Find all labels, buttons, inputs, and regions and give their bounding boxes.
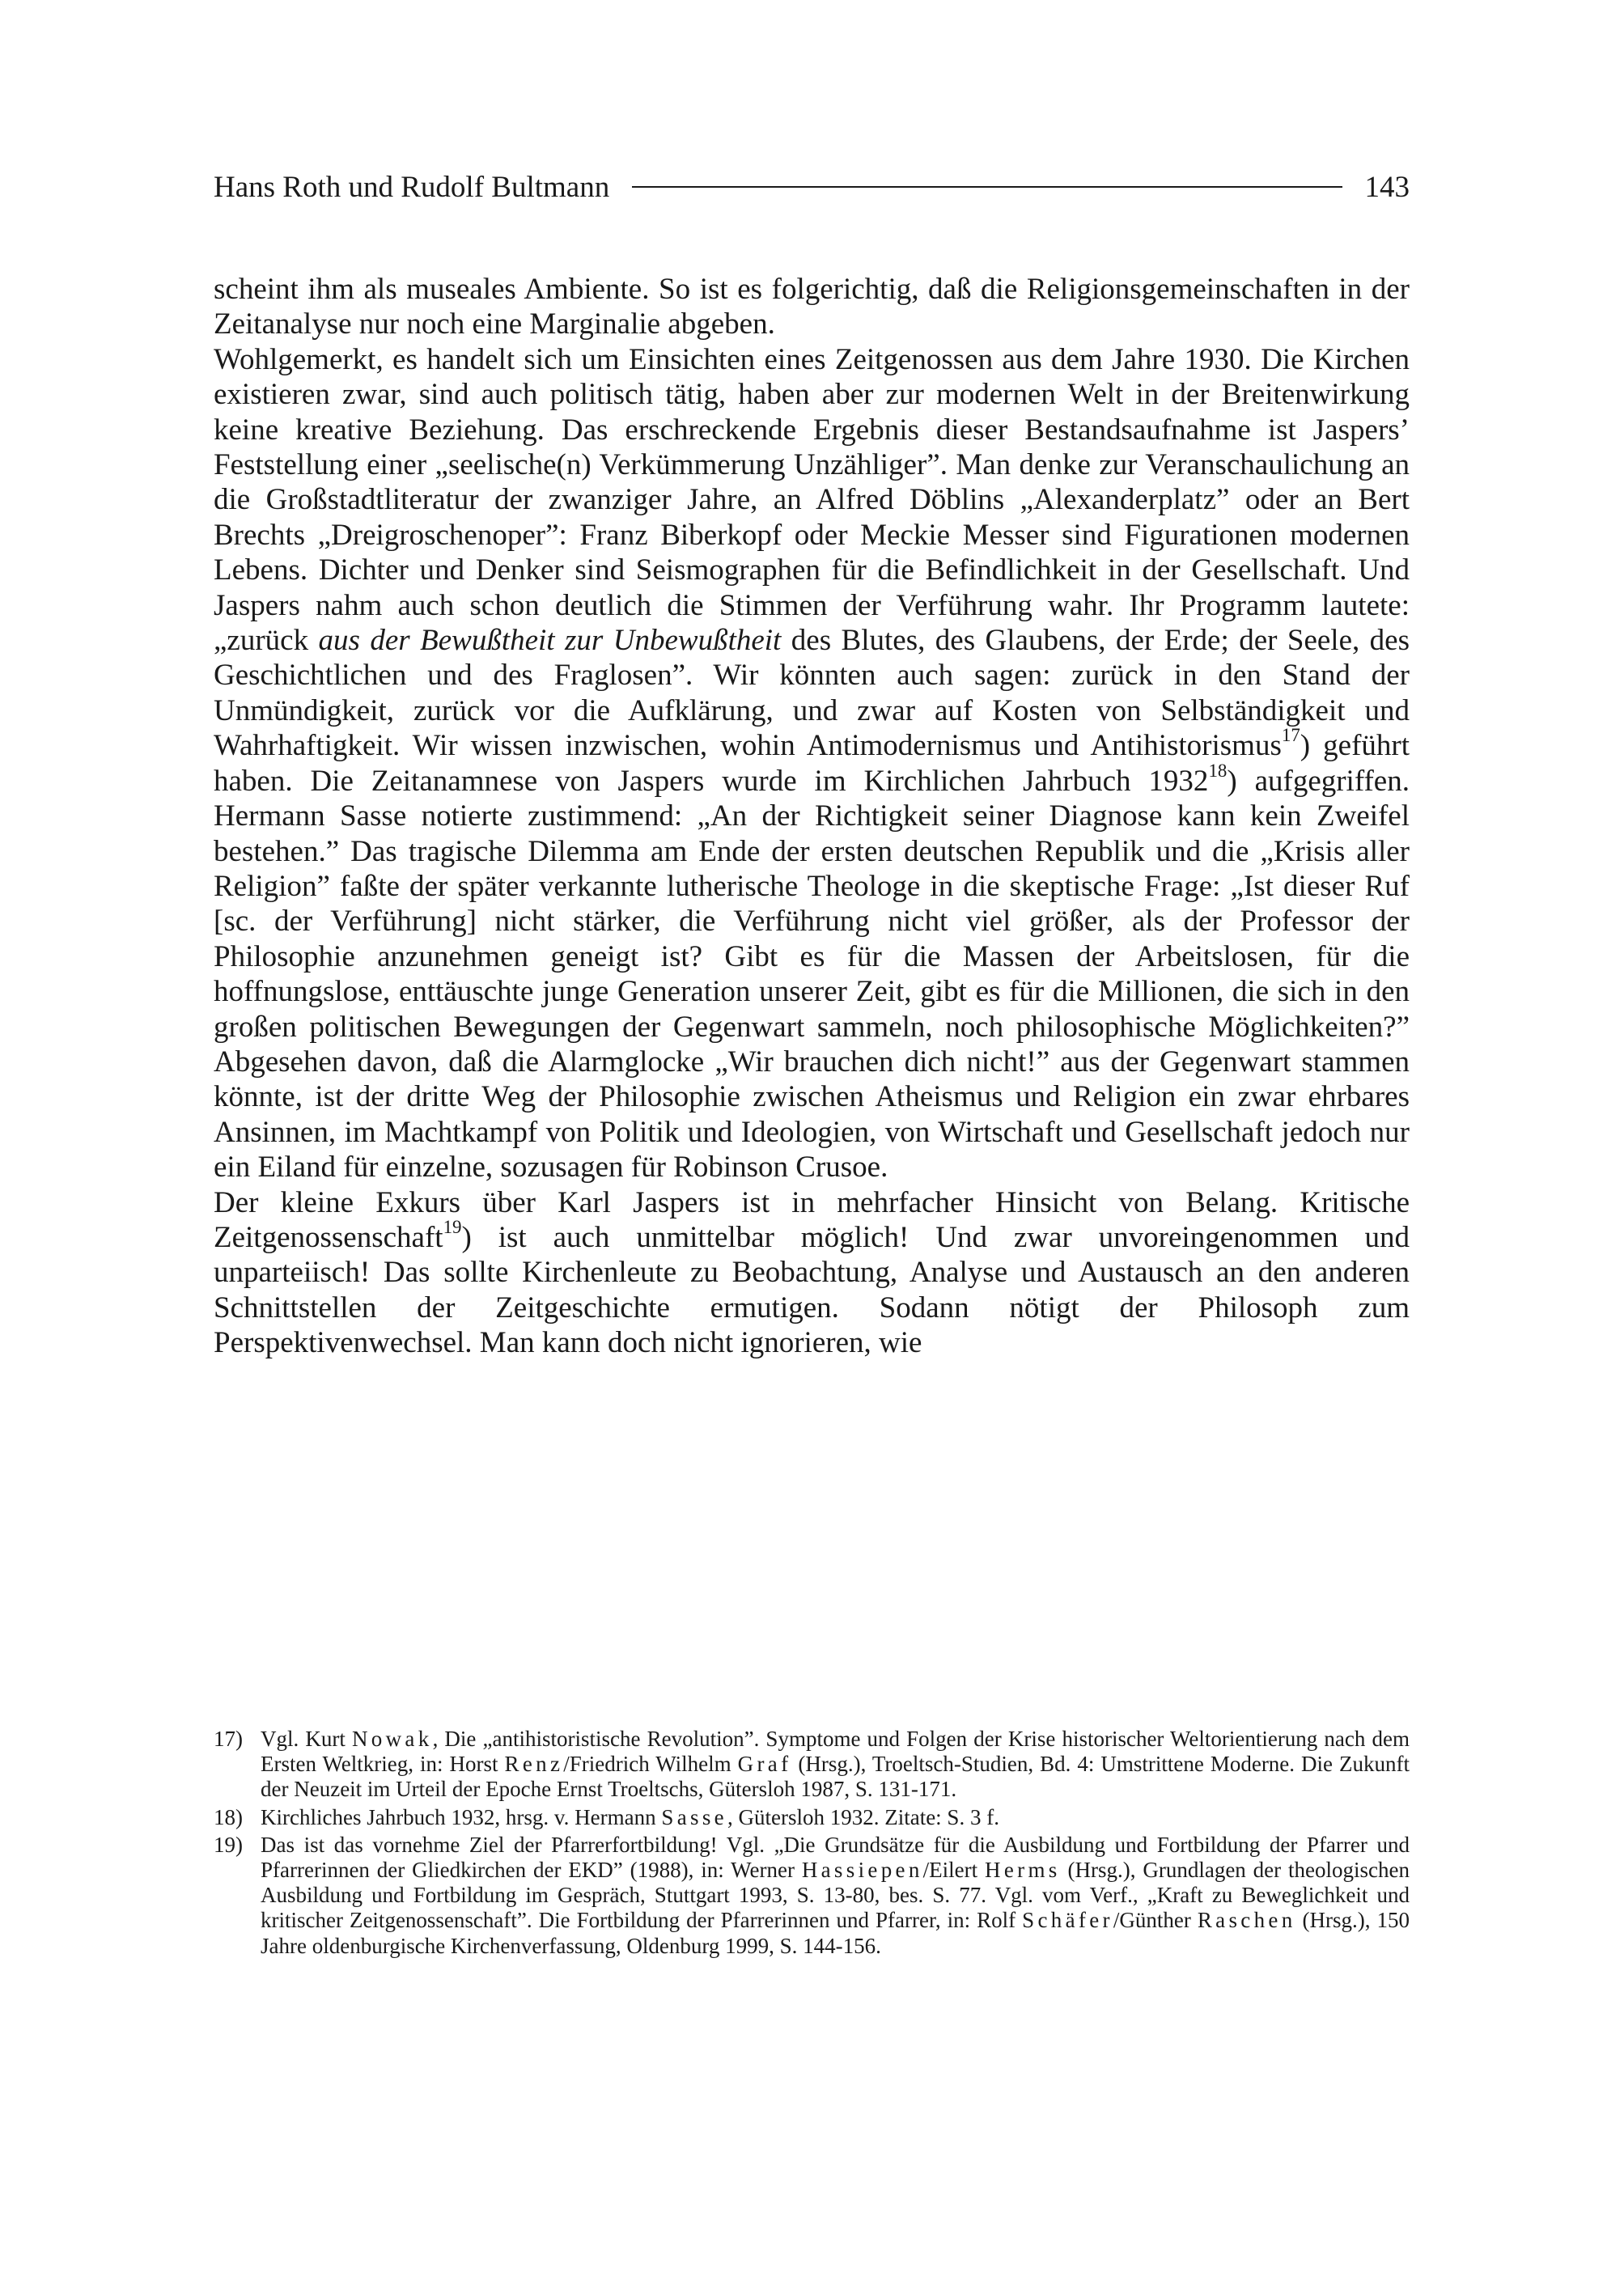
italic-quote: aus der Bewußtheit zur Unbewußtheit [318,624,782,658]
footnote-ref-19[interactable]: 19 [443,1216,462,1237]
footnote-17 [214,1727,1410,1803]
running-title: Hans Roth und Rudolf Bultmann [214,170,610,204]
text-run: /Günther [1113,1908,1198,1933]
footnotes [214,1727,1410,1961]
footnote-text [261,1727,1410,1803]
text-run: Kirchliches Jahrbuch 1932, hrsg. v. Hermann [261,1804,662,1829]
author-name: Nowak [351,1727,433,1751]
paragraph [214,342,1410,1185]
text-run: , Die „antihistoristische Revolution”. Symptome und Folgen der Krise historischer Weltorientierung nach dem Ersten Weltkrieg, in: Horst [261,1727,1410,1777]
text-run: Wohlgemerkt, es handelt sich um Einsichten eines Zeitgenossen aus dem Jahre 1930. Die Kirchen existieren zwar, sind auch politisch tätig, haben aber zur modernen Welt in der Breitenwirkung keine kreative Beziehung. Das erschreckende Ergebnis dieser Bestandsaufnahme ist Jaspers’ Feststellung einer „seelische(n) Verkümmerung Unzähliger”. Man denke zur Veranschaulichung an die Großstadtliteratur der zwanziger Jahre, an Alfred Döblins „Alexanderplatz” oder an Bert Brechts „Dreigroschenoper”: Franz Biberkopf oder Meckie Messer sind Figurationen modernen Lebens. Dichter und Denker sind Seismographen für die Befindlichkeit in der Gesellschaft. Und Jaspers nahm auch schon deutlich die Stimmen der Verführung wahr. Ihr Programm lautete: „zurück [214,342,1410,658]
author-name: Hassiepen [801,1858,923,1883]
footnote-ref-18[interactable]: 18 [1208,760,1228,781]
footnote-18 [214,1805,1410,1830]
footnote-text [261,1805,1410,1830]
text-run: ) aufgegriffen. Hermann Sasse notierte zustimmend: „An der Richtigkeit seiner Diagnose kann kein Zweifel bestehen.” Das tragische Dilemma am Ende der ersten deutschen Republik und die „Krisis aller Religion” faßte der später verkannte lutherische Theologe in die skeptische Frage: „Ist dieser Ruf [sc. der Verführung] nicht stärker, die Verführung nicht viel größer, als der Professor der Philosophie anzunehmen geneigt ist? Gibt es für die Massen der Arbeitslosen, für die hoffnungslose, enttäuschte junge Generation unserer Zeit, gibt es für die Millionen, die sich in den großen politischen Bewegungen der Gegenwart sammeln, noch philosophische Möglichkeiten?” Abgesehen davon, daß die Alarmglocke „Wir brauchen dich nicht!” aus der Gegenwart stammen könnte, ist der dritte Weg der Philosophie zwischen Atheismus und Religion ein zwar ehrbares Ansinnen, im Machtkampf von Politik und Ideologien, von Wirtschaft und Gesellschaft jedoch nur ein Eiland für einzelne, sozusagen für Robinson Crusoe. [214,764,1410,1185]
author-name: Renz [504,1752,564,1777]
paragraph [214,1185,1410,1361]
text-run: ) geführt haben. Die Zeitanamnese von Jaspers wurde im Kirchlichen Jahrbuch 1932 [214,729,1410,798]
body-text [214,272,1410,1361]
footnote-text [261,1833,1410,1959]
footnote-number: 18) [214,1804,243,1829]
footnote-19 [214,1833,1410,1959]
page-number: 143 [1364,170,1410,204]
author-name: Raschen [1197,1908,1296,1933]
text-run: , Gütersloh 1932. Zitate: S. 3 f. [727,1804,999,1829]
footnote-number: 17) [214,1727,243,1751]
text-run: Das ist das vornehme Ziel der Pfarrerfortbildung! Vgl. „Die Grundsätze für die Ausbildung und Fortbildung der Pfarrer und Pfarrerinnen der Gliedkirchen der EKD” (1988), in: Werner [261,1832,1410,1883]
footnote-ref-17[interactable]: 17 [1281,725,1300,746]
text-run: /Friedrich Wilhelm [563,1752,738,1777]
author-name: Sasse [661,1804,727,1829]
text-run: ) ist auch unmittelbar möglich! Und zwar unvoreingenommen und unparteiisch! Das sollte Kirchenleute zu Beobachtung, Analyse und Austausch an den anderen Schnittstellen der Zeitgeschichte ermutigen. Sodann nötigt der Philosoph zum Perspektivenwechsel. Man kann doch nicht ignorieren, wie [214,1220,1410,1360]
footnote-number: 19) [214,1832,243,1857]
text-run: (Hrsg.), Troeltsch-Studien, Bd. 4: Umstrittene Moderne. Die Zukunft der Neuzeit im Urteil der Epoche Ernst Troeltschs, Gütersloh 1987, S. 131-171. [261,1752,1410,1802]
text-run: Vgl. Kurt [261,1727,352,1751]
text-run: Der kleine Exkurs über Karl Jaspers ist in mehrfacher Hinsicht von Belang. Kritische Zeitgenossenschaft [214,1185,1410,1254]
paragraph [214,272,1410,342]
text-run: /Eilert [922,1858,986,1883]
author-name: Graf [737,1752,792,1777]
text-run: (Hrsg.), 150 Jahre oldenburgische Kirchenverfassung, Oldenburg 1999, S. 144-156. [261,1908,1410,1958]
text-run: scheint ihm als museales Ambiente. So ist es folgerichtig, daß die Religionsgemeinschaften in der Zeitanalyse nur noch eine Marginalie abgeben. [214,273,1410,341]
author-name: Herms [985,1858,1061,1883]
header-rule [632,186,1342,188]
text-run: (Hrsg.), Grundlagen der theologischen Ausbildung und Fortbildung im Gespräch, Stuttgart 1993, S. 13-80, bes. S. 77. Vgl. vom Verf., „Kraft zu Beweglichkeit und kritischer Zeitgenossenschaft”. Die Fortbildung der Pfarrerinnen und Pfarrer, in: Rolf [261,1858,1410,1933]
text-run: des Blutes, des Glaubens, der Erde; der Seele, des Geschichtlichen und des Fraglosen”. Wir könnten auch sagen: zurück in den Stand der Unmündigkeit, zurück vor die Aufklärung, und zwar auf Kosten von Selbständigkeit und Wahrhaftigkeit. Wir wissen inzwischen, wohin Antimodernismus und Antihistorismus [214,624,1410,763]
running-header [214,167,1410,207]
author-name: Schäfer [1022,1908,1113,1933]
